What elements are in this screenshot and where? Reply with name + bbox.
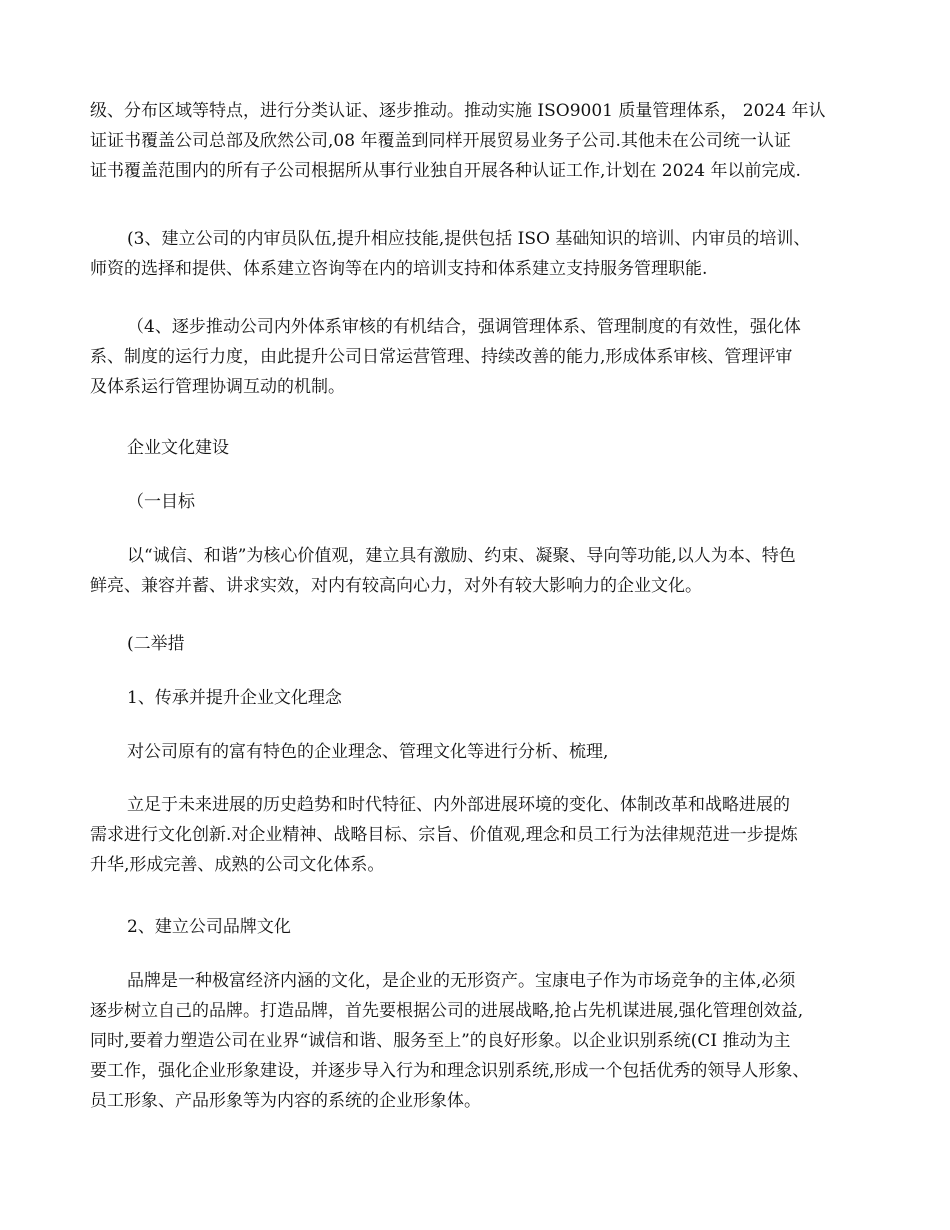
paragraph-culture-innovation [90,790,865,880]
text-line: （4、逐步推动公司内外体系审核的有机结合，强调管理体系、管理制度的有效性，强化体 [127,317,801,337]
paragraph-iso-certification [90,96,865,186]
heading-goal [90,487,865,517]
paragraph-core-values [90,541,865,601]
text-line: 需求进行文化创新.对企业精神、战略目标、宗旨、价值观,理念和员工行为法律规范进一步提炼 [90,825,798,845]
text-line: 证书覆盖范围内的所有子公司根据所从事行业独自开展各种认证工作,计划在 2024 年以前完成. [90,161,801,181]
paragraph-audit-integration [90,312,865,402]
text-line: 1、传承并提升企业文化理念 [127,688,342,708]
text-line: 品牌是一种极富经济内涵的文化，是企业的无形资产。宝康电子作为市场竞争的主体,必须 [127,971,796,991]
text-line: 鲜亮、兼容并蓄、讲求实效，对内有较高向心力，对外有较大影响力的企业文化。 [90,576,702,596]
text-line: （一目标 [127,492,195,512]
text-line: 立足于未来进展的历史趋势和时代特征、内外部进展环境的变化、体制改革和战略进展的 [127,795,790,815]
paragraph-analyze-existing [90,737,865,767]
text-line: 对公司原有的富有特色的企业理念、管理文化等进行分析、梳理, [127,742,609,762]
text-line: 逐步树立自己的品牌。打造品牌，首先要根据公司的进展战略,抢占先机谋进展,强化管理创效益, [90,1001,804,1021]
heading-measures [90,629,865,659]
text-line: 以“诚信、和谐”为核心价值观，建立具有激励、约束、凝聚、导向等功能,以人为本、特色 [127,546,796,566]
text-line: (二举措 [127,634,185,654]
text-line: (3、建立公司的内审员队伍,提升相应技能,提供包括 ISO 基础知识的培训、内审员的培训、 [127,229,811,249]
text-line: 系、制度的运行力度，由此提升公司日常运营管理、持续改善的能力,形成体系审核、管理评审 [90,347,793,367]
text-line: 2、建立公司品牌文化 [127,917,291,937]
paragraph-internal-auditors [90,224,865,284]
text-line: 员工形象、产品形象等为内容的系统的企业形象体。 [90,1091,481,1111]
text-line: 要工作，强化企业形象建设，并逐步导入行为和理念识别系统,形成一个包括优秀的领导人形象、 [90,1061,810,1081]
heading-corporate-culture [90,433,865,463]
text-line: 及体系运行管理协调互动的机制。 [90,377,345,397]
text-line: 级、分布区域等特点，进行分类认证、逐步推动。推动实施 ISO9001 质量管理体系， 2024 年认 [90,101,826,121]
heading-brand-culture [90,912,865,942]
text-line: 同时,要着力塑造公司在业界“诚信和谐、服务至上”的良好形象。以企业识别系统(CI 推动为主 [90,1031,791,1051]
text-line: 企业文化建设 [127,438,229,458]
paragraph-brand [90,966,865,1116]
text-line: 师资的选择和提供、体系建立咨询等在内的培训支持和体系建立支持服务管理职能. [90,259,708,279]
text-line: 证证书覆盖公司总部及欣然公司,08 年覆盖到同样开展贸易业务子公司.其他未在公司统一认证 [90,131,791,151]
text-line: 升华,形成完善、成熟的公司文化体系。 [90,855,385,875]
heading-inherit-culture [90,683,865,713]
